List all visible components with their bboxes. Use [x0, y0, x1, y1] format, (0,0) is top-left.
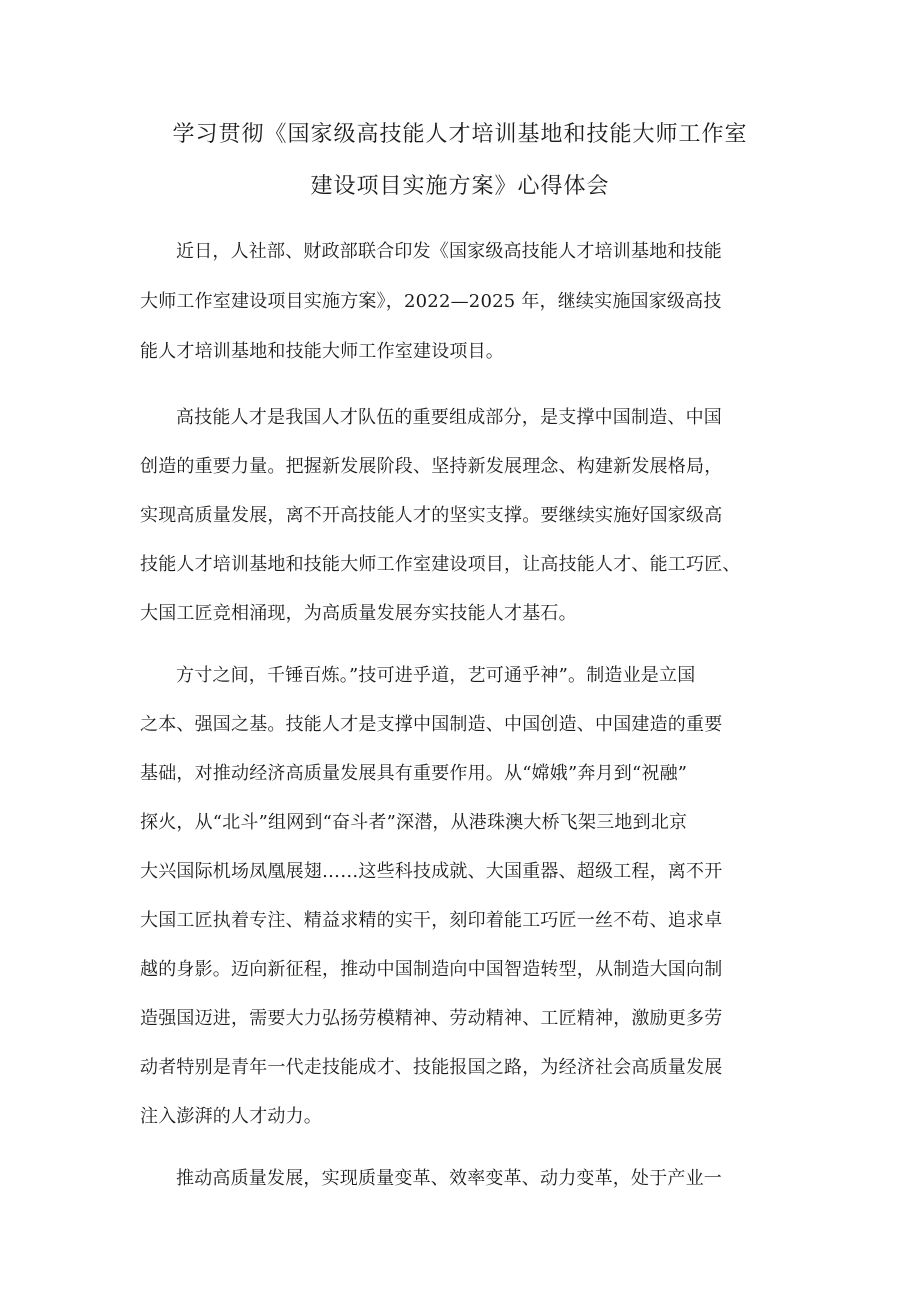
- paragraph-4-line-1: 推动高质量发展，实现质量变革、效率变革、动力变革，处于产业一: [176, 1168, 722, 1189]
- document-title-line-1: 学习贯彻《国家级高技能人才培训基地和技能大师工作室: [172, 122, 748, 147]
- paragraph-3-line-9: 动者特别是青年一代走技能成才、技能报国之路，为经济社会高质量发展: [140, 1057, 723, 1078]
- paragraph-2-line-3: 实现高质量发展，离不开高技能人才的坚实支撑。要继续实施好国家级高: [140, 505, 723, 526]
- document-title-line-2: 建设项目实施方案》心得体会: [310, 174, 610, 199]
- paragraph-3-line-2: 之本、强国之基。技能人才是支撑中国制造、中国创造、中国建造的重要: [140, 714, 723, 735]
- paragraph-2-line-5: 大国工匠竞相涌现，为高质量发展夯实技能人才基石。: [140, 603, 577, 624]
- paragraph-1-line-3: 能人才培训基地和技能大师工作室建设项目。: [140, 341, 504, 362]
- paragraph-3-line-3: 基础，对推动经济高质量发展具有重要作用。从“嫦娥”奔月到“祝融”: [140, 763, 688, 784]
- paragraph-3-line-6: 大国工匠执着专注、精益求精的实干，刻印着能工巧匠一丝不苟、追求卓: [140, 910, 723, 931]
- paragraph-2-line-1: 高技能人才是我国人才队伍的重要组成部分，是支撑中国制造、中国: [176, 407, 722, 428]
- paragraph-3-line-7: 越的身影。迈向新征程，推动中国制造向中国智造转型，从制造大国向制: [140, 959, 723, 980]
- paragraph-3-line-1: 方寸之间，千锤百炼。”技可进乎道，艺可通乎神”。制造业是立国: [176, 665, 696, 686]
- paragraph-3-line-10: 注入澎湃的人才动力。: [140, 1106, 322, 1127]
- paragraph-2-line-2: 创造的重要力量。把握新发展阶段、坚持新发展理念、构建新发展格局，: [140, 456, 723, 477]
- paragraph-3-line-5: 大兴国际机场凤凰展翅……这些科技成就、大国重器、超级工程，离不开: [140, 861, 723, 882]
- paragraph-3-line-8: 造强国迈进，需要大力弘扬劳模精神、劳动精神、工匠精神，激励更多劳: [140, 1008, 723, 1029]
- paragraph-1-line-2: 大师工作室建设项目实施方案》，2022—2025 年，继续实施国家级高技: [140, 291, 722, 312]
- paragraph-2-line-4: 技能人才培训基地和技能大师工作室建设项目，让高技能人才、能工巧匠、: [140, 554, 741, 575]
- paragraph-1-line-1: 近日，人社部、财政部联合印发《国家级高技能人才培训基地和技能: [176, 241, 722, 262]
- paragraph-3-line-4: 探火，从“北斗”组网到“奋斗者”深潜，从港珠澳大桥飞架三地到北京: [140, 812, 688, 833]
